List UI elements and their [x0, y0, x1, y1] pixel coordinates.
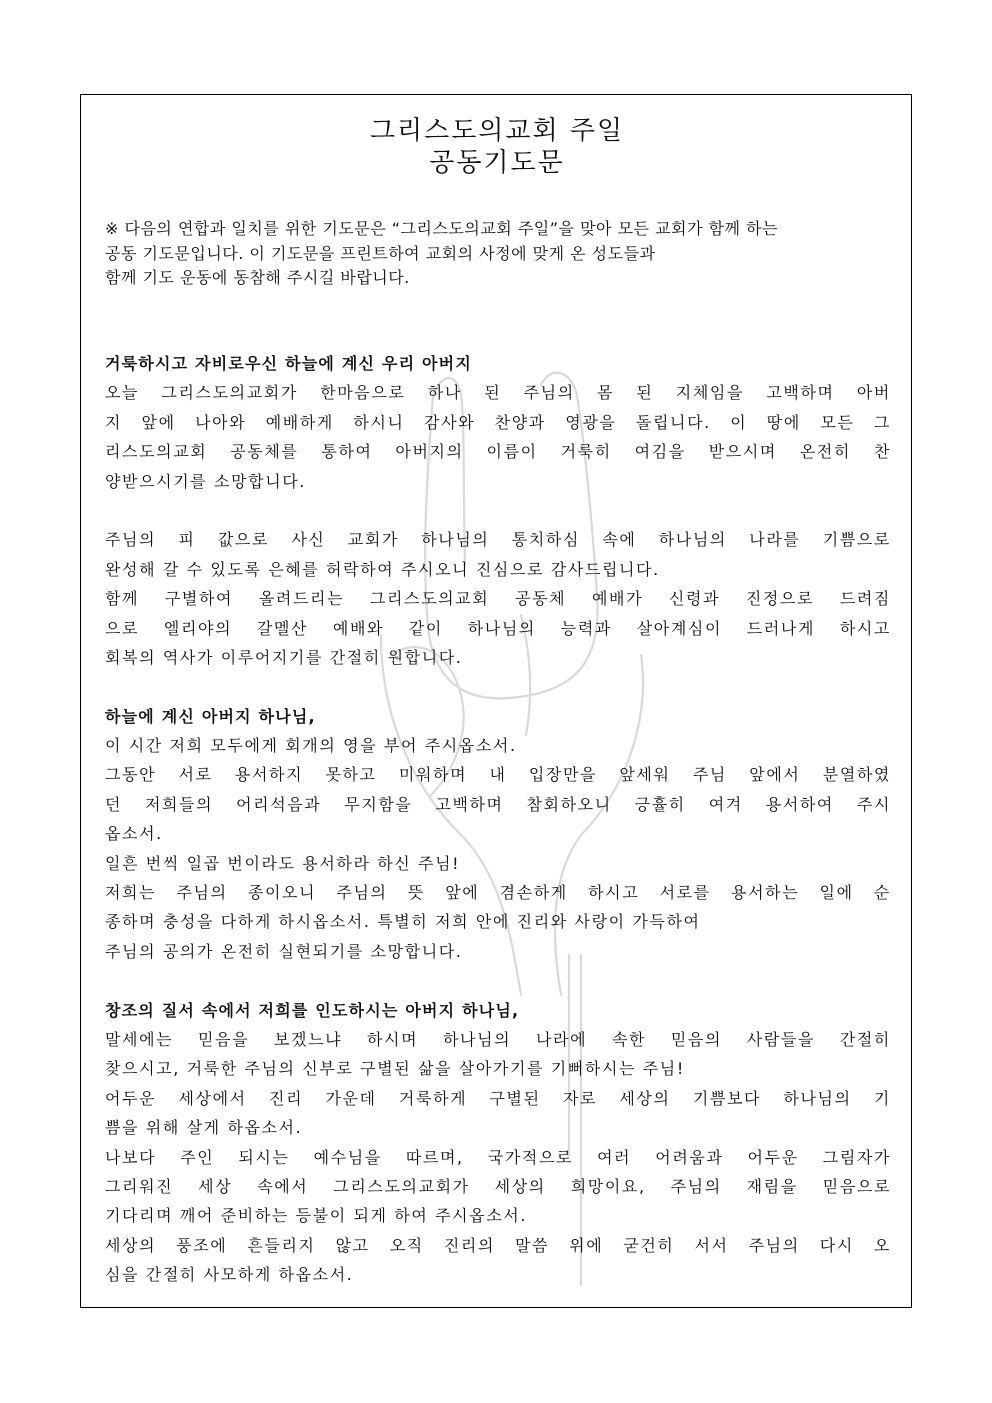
prayer-line: 종하며 충성을 다하게 하시옵소서. 특별히 저희 안에 진리와 사랑이 가득하여 [105, 912, 701, 932]
prayer-line: 그동안 서로 용서하지 못하고 미워하며 내 입장만을 앞세워 주님 앞에서 분열하였 [105, 765, 891, 785]
intro-line: ※ 다음의 연합과 일치를 위한 기도문은 “그리스도의교회 주일”을 맞아 모든 교회가 함께 하는 [105, 219, 778, 238]
prayer-line: 이 시간 저희 모두에게 회개의 영을 부어 주시옵소서. [105, 736, 517, 756]
prayer-line: 옵소서. [105, 824, 163, 844]
prayer-line: 오늘 그리스도의교회가 한마음으로 하나 된 주님의 몸 된 지체임을 고백하며 아버 [105, 383, 891, 403]
prayer-line: 양받으시기를 소망합니다. [105, 471, 306, 491]
prayer-line: 함께 구별하여 올려드리는 그리스도의교회 공동체 예배가 신령과 진정으로 드려짐 [105, 589, 891, 609]
prayer-line: 회복의 역사가 이루어지기를 간절히 원합니다. [105, 647, 463, 667]
prayer-line: 그리워진 세상 속에서 그리스도의교회가 세상의 희망이요, 주님의 재림을 믿음으로 [105, 1176, 891, 1196]
document-frame [80, 94, 912, 1308]
prayer-line: 쁨을 위해 살게 하옵소서. [105, 1118, 303, 1138]
intro-notice [105, 217, 895, 291]
prayer-line: 나보다 주인 되시는 예수님을 따르며, 국가적으로 여러 어려움과 어두운 그림자가 [105, 1147, 891, 1167]
page-title: 그리스도의교회 주일 [369, 116, 625, 146]
prayer-line: 말세에는 믿음을 보겠느냐 하시며 하나님의 나라에 속한 믿음의 사람들을 간절히 [105, 1029, 891, 1049]
prayer-line: 지 앞에 나아와 예배하게 하시니 감사와 찬양과 영광을 돌립니다. 이 땅에 모든 그 [105, 412, 891, 432]
prayer-line: 기다리며 깨어 준비하는 등불이 되게 하여 주시옵소서. [105, 1206, 528, 1226]
page-subtitle: 공동기도문 [429, 148, 565, 178]
intro-line: 함께 기도 운동에 동참해 주시길 바랍니다. [105, 268, 410, 287]
prayer-line: 주님의 피 값으로 사신 교회가 하나님의 통치하심 속에 하나님의 나라를 기쁨으로 [105, 530, 891, 550]
prayer-line: 던 저희들의 어리석음과 무지함을 고백하며 참회하오니 긍휼히 여겨 용서하여 주시 [105, 794, 891, 814]
prayer-line: 심을 간절히 사모하게 하옵소서. [105, 1265, 354, 1285]
prayer-body [105, 349, 891, 1290]
prayer-line: 완성해 갈 수 있도록 은혜를 허락하여 주시오니 진심으로 감사드립니다. [105, 559, 660, 579]
intro-line: 공동 기도문입니다. 이 기도문을 프린트하여 교회의 사정에 맞게 온 성도들과 [105, 243, 656, 263]
section-heading: 창조의 질서 속에서 저희를 인도하시는 아버지 하나님, [105, 1000, 520, 1020]
prayer-line: 찾으시고, 거룩한 주님의 신부로 구별된 삶을 살아가기를 기뻐하시는 주님! [105, 1059, 685, 1079]
prayer-line: 으로 엘리야의 갈멜산 예배와 같이 하나님의 능력과 살아계심이 드러나게 하시고 [105, 618, 891, 638]
prayer-line: 어두운 세상에서 진리 가운데 거룩하게 구별된 자로 세상의 기쁨보다 하나님의 기 [105, 1088, 891, 1108]
section-heading: 거룩하시고 자비로우신 하늘에 계신 우리 아버지 [105, 354, 472, 373]
prayer-line: 리스도의교회 공동체를 통하여 아버지의 이름이 거룩히 여김을 받으시며 온전히 찬 [105, 442, 891, 462]
prayer-line: 저희는 주님의 종이오니 주님의 뜻 앞에 겸손하게 하시고 서로를 용서하는 일에 순 [105, 883, 891, 903]
prayer-line: 주님의 공의가 온전히 실현되기를 소망합니다. [105, 941, 463, 961]
prayer-line: 일흔 번씩 일곱 번이라도 용서하라 하신 주님! [105, 853, 461, 873]
prayer-line: 세상의 풍조에 흔들리지 않고 오직 진리의 말씀 위에 굳건히 서서 주님의 다시 오 [105, 1235, 891, 1255]
section-heading: 하늘에 계신 아버지 하나님, [105, 706, 316, 726]
